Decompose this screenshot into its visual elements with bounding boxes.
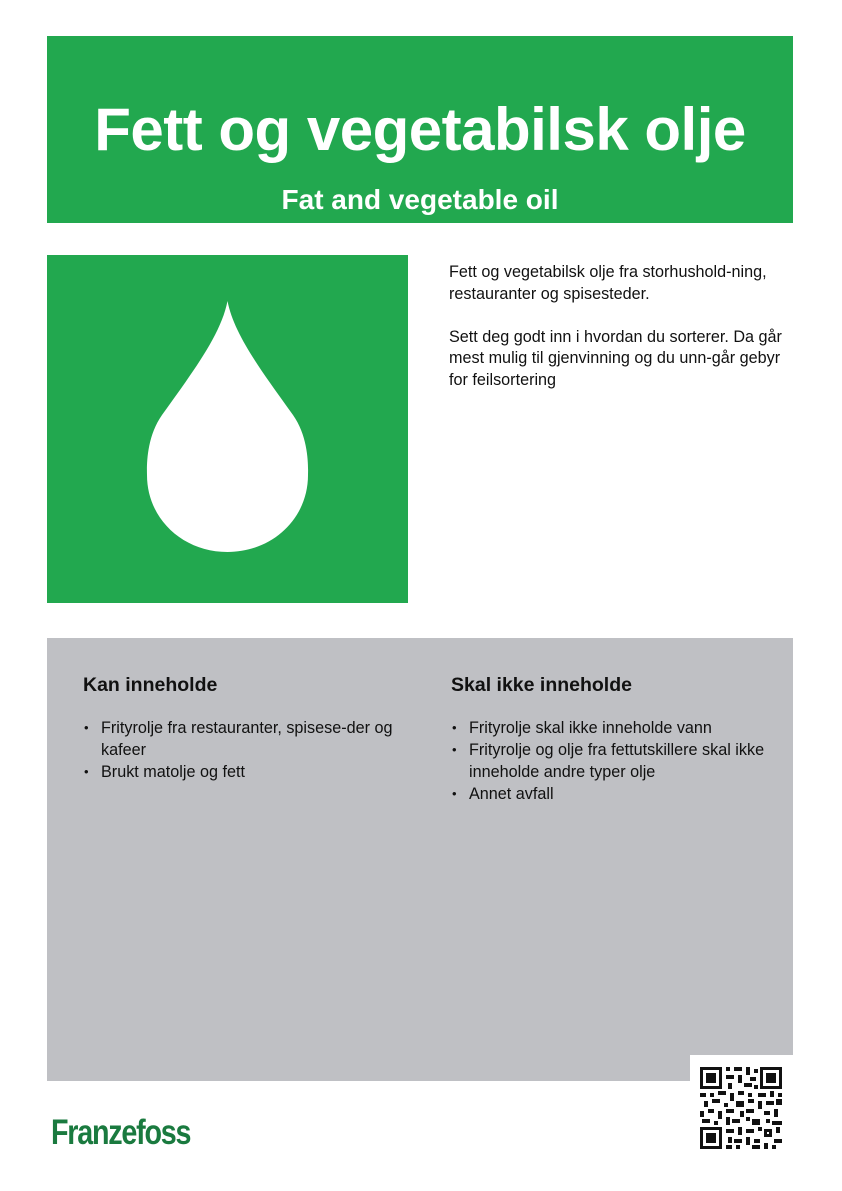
can-contain-list: [83, 717, 393, 783]
can-contain-column: [83, 672, 393, 783]
intro-paragraph: Fett og vegetabilsk olje fra storhushold-ning, restauranter og spisesteder.: [449, 263, 767, 303]
page-subtitle: Fat and vegetable oil: [281, 184, 559, 215]
oil-drop-panel: [47, 255, 408, 603]
can-contain-heading: Kan inneholde: [83, 674, 218, 696]
list-item: • Frityrolje fra restauranter, spisese-der og kafeer: [83, 717, 393, 761]
qr-code-icon: [700, 1067, 782, 1149]
list-item: • Brukt matolje og fett: [83, 761, 393, 783]
intro-text: [449, 262, 794, 413]
must-not-contain-heading: Skal ikke inneholde: [451, 674, 632, 696]
oil-drop-icon: [47, 255, 408, 603]
sorting-info-panel: [47, 638, 793, 1081]
qr-code[interactable]: [690, 1055, 793, 1158]
intro-paragraph: Sett deg godt inn i hvordan du sorterer. Da går mest mulig til gjenvinning og du unn-går gebyr for feilsortering: [449, 327, 782, 389]
franzefoss-logo: Franzefoss: [51, 1113, 191, 1152]
must-not-contain-column: [451, 672, 771, 805]
list-item: • Frityrolje og olje fra fettutskillere skal ikke inneholde andre typer olje: [451, 739, 771, 783]
must-not-contain-list: [451, 717, 771, 805]
header-banner: [47, 36, 793, 223]
list-item: • Frityrolje skal ikke inneholde vann: [451, 717, 771, 739]
list-item: • Annet avfall: [451, 783, 771, 805]
page-title: Fett og vegetabilsk olje: [94, 96, 746, 163]
